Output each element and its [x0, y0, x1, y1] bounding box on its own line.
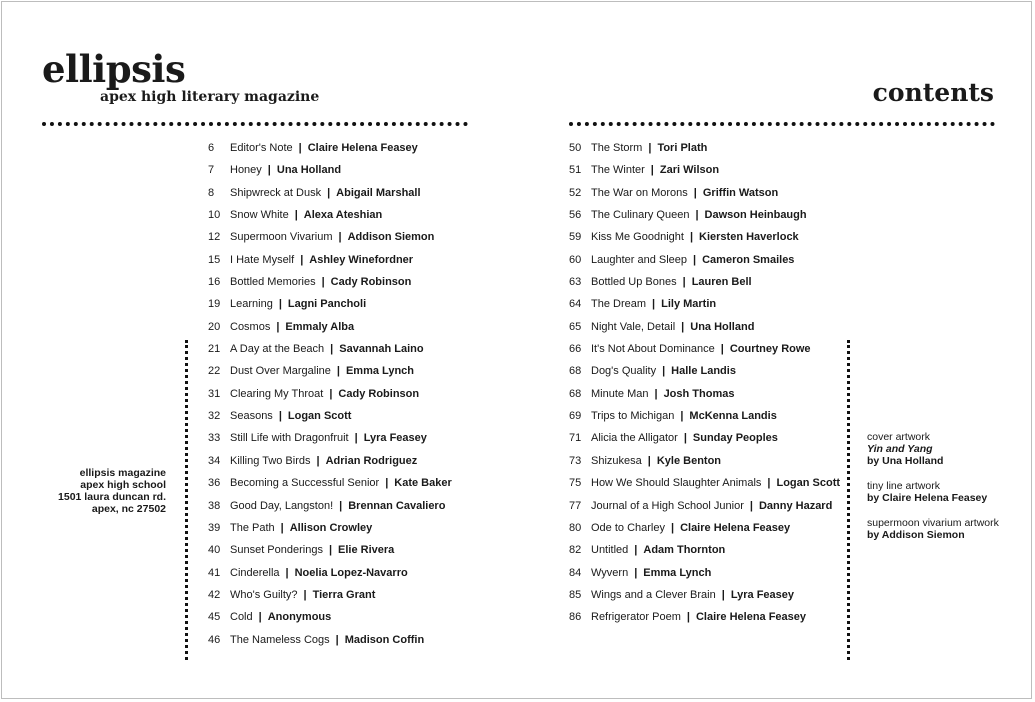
toc-separator: | [278, 410, 282, 423]
toc-author: Una Holland [276, 164, 342, 177]
toc-separator: | [327, 186, 331, 199]
toc-title: Bottled Up Bones [591, 276, 677, 289]
toc-separator: | [682, 276, 686, 289]
toc-title: Ode to Charley [591, 521, 665, 534]
toc-author: Alexa Ateshian [303, 209, 383, 222]
toc-title: Alicia the Alligator [591, 432, 678, 445]
toc-page-number: 80 [569, 521, 582, 534]
toc-separator: | [285, 566, 289, 579]
toc-separator: | [681, 320, 685, 333]
toc-separator: | [294, 209, 298, 222]
toc-title: Cinderella [230, 566, 280, 579]
toc-separator: | [721, 588, 725, 601]
toc-page-number: 6 [208, 142, 215, 154]
toc-author: Lauren Bell [691, 276, 752, 289]
toc-title: The Winter [591, 164, 645, 177]
toc-entry [208, 405, 452, 427]
toc-separator: | [330, 343, 334, 356]
toc-title: How We Should Slaughter Animals [591, 477, 762, 490]
toc-separator: | [647, 454, 651, 467]
toc-title: Snow White [230, 209, 289, 222]
toc-author: Sunday Peoples [692, 432, 778, 445]
toc-entry [208, 182, 452, 204]
toc-page-number: 45 [208, 611, 221, 624]
toc-author: Ashley Winefordner [309, 253, 414, 266]
toc-entry [569, 360, 840, 382]
toc-author: Savannah Laino [339, 343, 424, 356]
toc-entry [569, 562, 840, 584]
toc-author: Kyle Benton [656, 454, 722, 467]
toc-author: Tierra Grant [312, 588, 376, 601]
toc-separator: | [300, 253, 304, 266]
toc-author: Cady Robinson [330, 276, 412, 289]
toc-separator: | [258, 611, 262, 624]
toc-page-number: 60 [569, 253, 582, 266]
toc-author: Zari Wilson [659, 164, 720, 177]
toc-author: Adam Thornton [643, 544, 726, 557]
toc-page-number: 21 [208, 343, 221, 356]
toc-page-number: 56 [569, 209, 582, 222]
toc-page-number: 10 [208, 209, 221, 222]
toc-author: Brennan Cavaliero [348, 499, 446, 512]
toc-author: Emmaly Alba [285, 320, 355, 333]
toc-separator: | [634, 566, 638, 579]
toc-author: Griffin Watson [702, 186, 779, 199]
toc-title: Wings and a Clever Brain [591, 588, 716, 601]
toc-separator: | [689, 231, 694, 244]
address-line: apex high school [80, 479, 166, 491]
toc-separator: | [298, 142, 302, 154]
toc-page-number: 15 [208, 253, 221, 266]
credit-artist: by Addison Siemon [867, 529, 965, 541]
toc-page-number: 73 [569, 454, 582, 467]
toc-entry [569, 427, 840, 449]
toc-title: The Dream [591, 298, 647, 311]
toc-page-number: 50 [569, 142, 582, 154]
toc-author: Madison Coffin [344, 633, 425, 646]
toc-title: Journal of a High School Junior [591, 499, 744, 512]
toc-page-number: 34 [208, 454, 221, 467]
toc-title: Untitled [591, 544, 629, 557]
contents-heading: contents [872, 78, 994, 107]
toc-title: Wyvern [591, 566, 629, 579]
toc-entry [569, 316, 840, 338]
toc-entry [208, 204, 452, 226]
toc-page-number: 75 [569, 477, 582, 490]
toc-separator: | [338, 231, 342, 244]
address-line: apex, nc 27502 [91, 503, 166, 515]
toc-author: Elie Rivera [338, 544, 395, 557]
toc-title: Who's Guilty? [230, 588, 298, 601]
toc-title: Kiss Me Goodnight [591, 231, 684, 244]
toc-entry [208, 450, 452, 472]
toc-entry [569, 137, 840, 159]
credit-label: supermoon vivarium artwork [867, 517, 999, 529]
toc-entry [569, 450, 840, 472]
toc-title: It's Not About Dominance [591, 343, 715, 356]
toc-page-number: 71 [569, 432, 582, 445]
toc-author: Cady Robinson [338, 387, 420, 400]
toc-separator: | [278, 298, 282, 311]
toc-list-left [208, 137, 452, 651]
toc-separator: | [336, 365, 340, 378]
toc-author: Una Holland [690, 320, 755, 333]
toc-separator: | [335, 633, 339, 646]
toc-entry [208, 293, 452, 315]
toc-title: Refrigerator Poem [591, 611, 681, 624]
toc-title: Laughter and Sleep [591, 253, 688, 266]
toc-title: The Culinary Queen [591, 209, 690, 222]
toc-title: Shizukesa [591, 454, 642, 467]
toc-entry [569, 495, 840, 517]
toc-entry [569, 293, 840, 315]
toc-page-number: 19 [208, 298, 221, 311]
toc-title: Good Day, Langston! [230, 499, 334, 512]
toc-author: Kiersten Haverlock [699, 231, 799, 244]
toc-page-number: 32 [208, 410, 221, 423]
credit-block [867, 431, 1017, 467]
toc-entry [569, 472, 840, 494]
toc-entry [208, 316, 452, 338]
toc-entry [208, 539, 452, 561]
toc-separator: | [276, 320, 280, 333]
toc-entry [208, 517, 452, 539]
toc-entry [208, 427, 452, 449]
magazine-subtitle: apex high literary magazine [100, 89, 320, 105]
dotted-rule-left [42, 122, 468, 126]
toc-page-number: 20 [208, 320, 221, 333]
toc-separator: | [267, 164, 271, 177]
toc-separator: | [683, 432, 687, 445]
toc-separator: | [648, 142, 652, 154]
toc-page-number: 31 [208, 387, 221, 400]
toc-entry [208, 137, 452, 159]
toc-page-number: 39 [208, 521, 221, 534]
toc-entry [208, 629, 452, 651]
toc-title: Seasons [230, 410, 273, 423]
toc-separator: | [328, 544, 333, 557]
toc-page-number: 40 [208, 544, 221, 557]
toc-separator: | [654, 387, 658, 400]
toc-separator: | [686, 611, 690, 624]
credit-label: cover artwork [867, 431, 931, 443]
toc-page-number: 52 [569, 186, 582, 199]
toc-author: Danny Hazard [758, 499, 833, 512]
toc-entry [569, 606, 840, 628]
toc-author: Claire Helena Feasey [695, 611, 807, 624]
toc-author: Cameron Smailes [702, 253, 795, 266]
toc-author: Anonymous [267, 611, 332, 624]
toc-title: Night Vale, Detail [591, 320, 676, 333]
toc-entry [208, 472, 452, 494]
toc-page-number: 86 [569, 611, 582, 624]
credit-artist: by Una Holland [867, 455, 944, 467]
toc-entry [569, 517, 840, 539]
toc-title: Bottled Memories [230, 276, 316, 289]
toc-entry [569, 182, 840, 204]
toc-entry [208, 606, 452, 628]
toc-entry [569, 383, 840, 405]
toc-separator: | [280, 521, 284, 534]
toc-author: Claire Helena Feasey [680, 521, 791, 534]
toc-title: Still Life with Dragonfruit [230, 432, 349, 445]
toc-title: I Hate Myself [230, 253, 295, 266]
toc-title: Cosmos [230, 320, 271, 333]
toc-separator: | [634, 544, 638, 557]
toc-title: Dog's Quality [591, 365, 657, 378]
toc-entry [208, 249, 452, 271]
credit-block [867, 517, 1017, 541]
toc-entry [569, 204, 840, 226]
toc-author: Claire Helena Feasey [307, 142, 418, 154]
toc-separator: | [339, 499, 343, 512]
magazine-title: ellipsis [42, 47, 186, 91]
toc-separator: | [720, 343, 724, 356]
toc-title: Dust Over Margaline [230, 365, 331, 378]
toc-separator: | [329, 387, 333, 400]
toc-author: Emma Lynch [643, 566, 712, 579]
toc-entry [208, 562, 452, 584]
dotted-divider-left [185, 340, 188, 660]
toc-entry [208, 159, 452, 181]
toc-author: Allison Crowley [289, 521, 373, 534]
toc-page-number: 36 [208, 477, 221, 490]
toc-page-number: 8 [208, 186, 215, 199]
toc-separator: | [695, 209, 699, 222]
toc-page-number: 46 [208, 633, 221, 646]
toc-page-number: 59 [569, 231, 582, 244]
toc-separator: | [650, 164, 654, 177]
toc-author: Tori Plath [657, 142, 708, 154]
toc-entry [208, 271, 452, 293]
toc-entry [208, 226, 452, 248]
toc-author: Halle Landis [671, 365, 736, 378]
address-line: ellipsis magazine [79, 467, 166, 479]
toc-author: Courtney Rowe [729, 343, 811, 356]
toc-title: Honey [230, 164, 262, 177]
toc-separator: | [749, 499, 753, 512]
toc-separator: | [662, 365, 666, 378]
toc-separator: | [767, 477, 771, 490]
toc-page-number: 42 [208, 588, 221, 601]
artwork-credits [867, 431, 1017, 554]
toc-author: Adrian Rodriguez [325, 454, 418, 467]
toc-page-number: 7 [208, 164, 215, 177]
toc-author: Lagni Pancholi [287, 298, 367, 311]
dotted-rule-right [569, 122, 995, 126]
toc-title: Becoming a Successful Senior [230, 477, 380, 490]
toc-author: McKenna Landis [689, 410, 777, 423]
toc-entry [569, 271, 840, 293]
toc-title: A Day at the Beach [230, 343, 325, 356]
toc-author: Kate Baker [394, 477, 452, 490]
toc-author: Logan Scott [287, 410, 352, 423]
toc-separator: | [670, 521, 675, 534]
toc-author: Lily Martin [661, 298, 717, 311]
toc-page-number: 22 [208, 365, 221, 378]
toc-list-right [569, 137, 840, 629]
toc-author: Lyra Feasey [730, 588, 795, 601]
toc-title: Shipwreck at Dusk [230, 186, 322, 199]
toc-title: Clearing My Throat [230, 387, 324, 400]
toc-separator: | [693, 186, 697, 199]
toc-page-number: 77 [569, 499, 582, 512]
toc-separator: | [316, 454, 320, 467]
toc-page-number: 63 [569, 276, 582, 289]
toc-entry [569, 539, 840, 561]
toc-entry [569, 226, 840, 248]
credit-work-title: Yin and Yang [867, 443, 933, 455]
toc-page-number: 69 [569, 410, 582, 423]
toc-title: Killing Two Birds [230, 454, 311, 467]
toc-separator: | [652, 298, 656, 311]
toc-entry [208, 360, 452, 382]
toc-page-number: 33 [208, 432, 221, 445]
toc-entry [569, 584, 840, 606]
toc-author: Noelia Lopez-Navarro [294, 566, 408, 579]
toc-entry [569, 405, 840, 427]
toc-title: Trips to Michigan [591, 410, 675, 423]
toc-separator: | [680, 410, 684, 423]
credit-block [867, 480, 1017, 504]
toc-author: Logan Scott [776, 477, 841, 490]
toc-page-number: 64 [569, 298, 582, 311]
address-line: 1501 laura duncan rd. [58, 491, 166, 503]
toc-author: Dawson Heinbaugh [704, 209, 807, 222]
toc-entry [208, 584, 452, 606]
toc-title: Cold [230, 611, 253, 624]
toc-page-number: 16 [208, 276, 221, 289]
toc-title: The Path [230, 521, 275, 534]
toc-separator: | [385, 477, 389, 490]
toc-entry [208, 495, 452, 517]
toc-page-number: 38 [208, 499, 221, 512]
toc-author: Addison Siemon [347, 231, 435, 244]
toc-entry [208, 383, 452, 405]
toc-entry [569, 338, 840, 360]
toc-separator: | [303, 588, 307, 601]
toc-title: Minute Man [591, 387, 649, 400]
toc-page-number: 65 [569, 320, 582, 333]
toc-separator: | [693, 253, 697, 266]
toc-page-number: 41 [208, 566, 221, 579]
toc-title: Supermoon Vivarium [230, 231, 333, 244]
credit-label: tiny line artwork [867, 480, 940, 492]
toc-separator: | [354, 432, 358, 445]
toc-page-number: 68 [569, 387, 582, 400]
toc-title: Editor's Note [230, 142, 293, 154]
toc-title: Sunset Ponderings [230, 544, 323, 557]
toc-page-number: 51 [569, 164, 582, 177]
toc-author: Lyra Feasey [363, 432, 427, 445]
toc-page-number: 85 [569, 588, 582, 601]
toc-title: The Nameless Cogs [230, 633, 330, 646]
toc-author: Abigail Marshall [336, 186, 421, 199]
toc-entry [208, 338, 452, 360]
toc-title: The War on Morons [591, 186, 688, 199]
mailing-address [40, 467, 166, 515]
credit-artist: by Claire Helena Feasey [867, 492, 988, 504]
toc-title: Learning [230, 298, 273, 311]
toc-page-number: 66 [569, 343, 582, 356]
toc-entry [569, 159, 840, 181]
toc-page-number: 82 [569, 544, 582, 557]
toc-author: Josh Thomas [663, 387, 735, 400]
toc-page-number: 12 [208, 231, 221, 244]
toc-separator: | [321, 276, 325, 289]
toc-page-number: 68 [569, 365, 582, 378]
toc-page-number: 84 [569, 566, 582, 579]
toc-title: The Storm [591, 142, 643, 154]
toc-entry [569, 249, 840, 271]
dotted-divider-right [847, 340, 850, 660]
toc-author: Emma Lynch [345, 365, 415, 378]
